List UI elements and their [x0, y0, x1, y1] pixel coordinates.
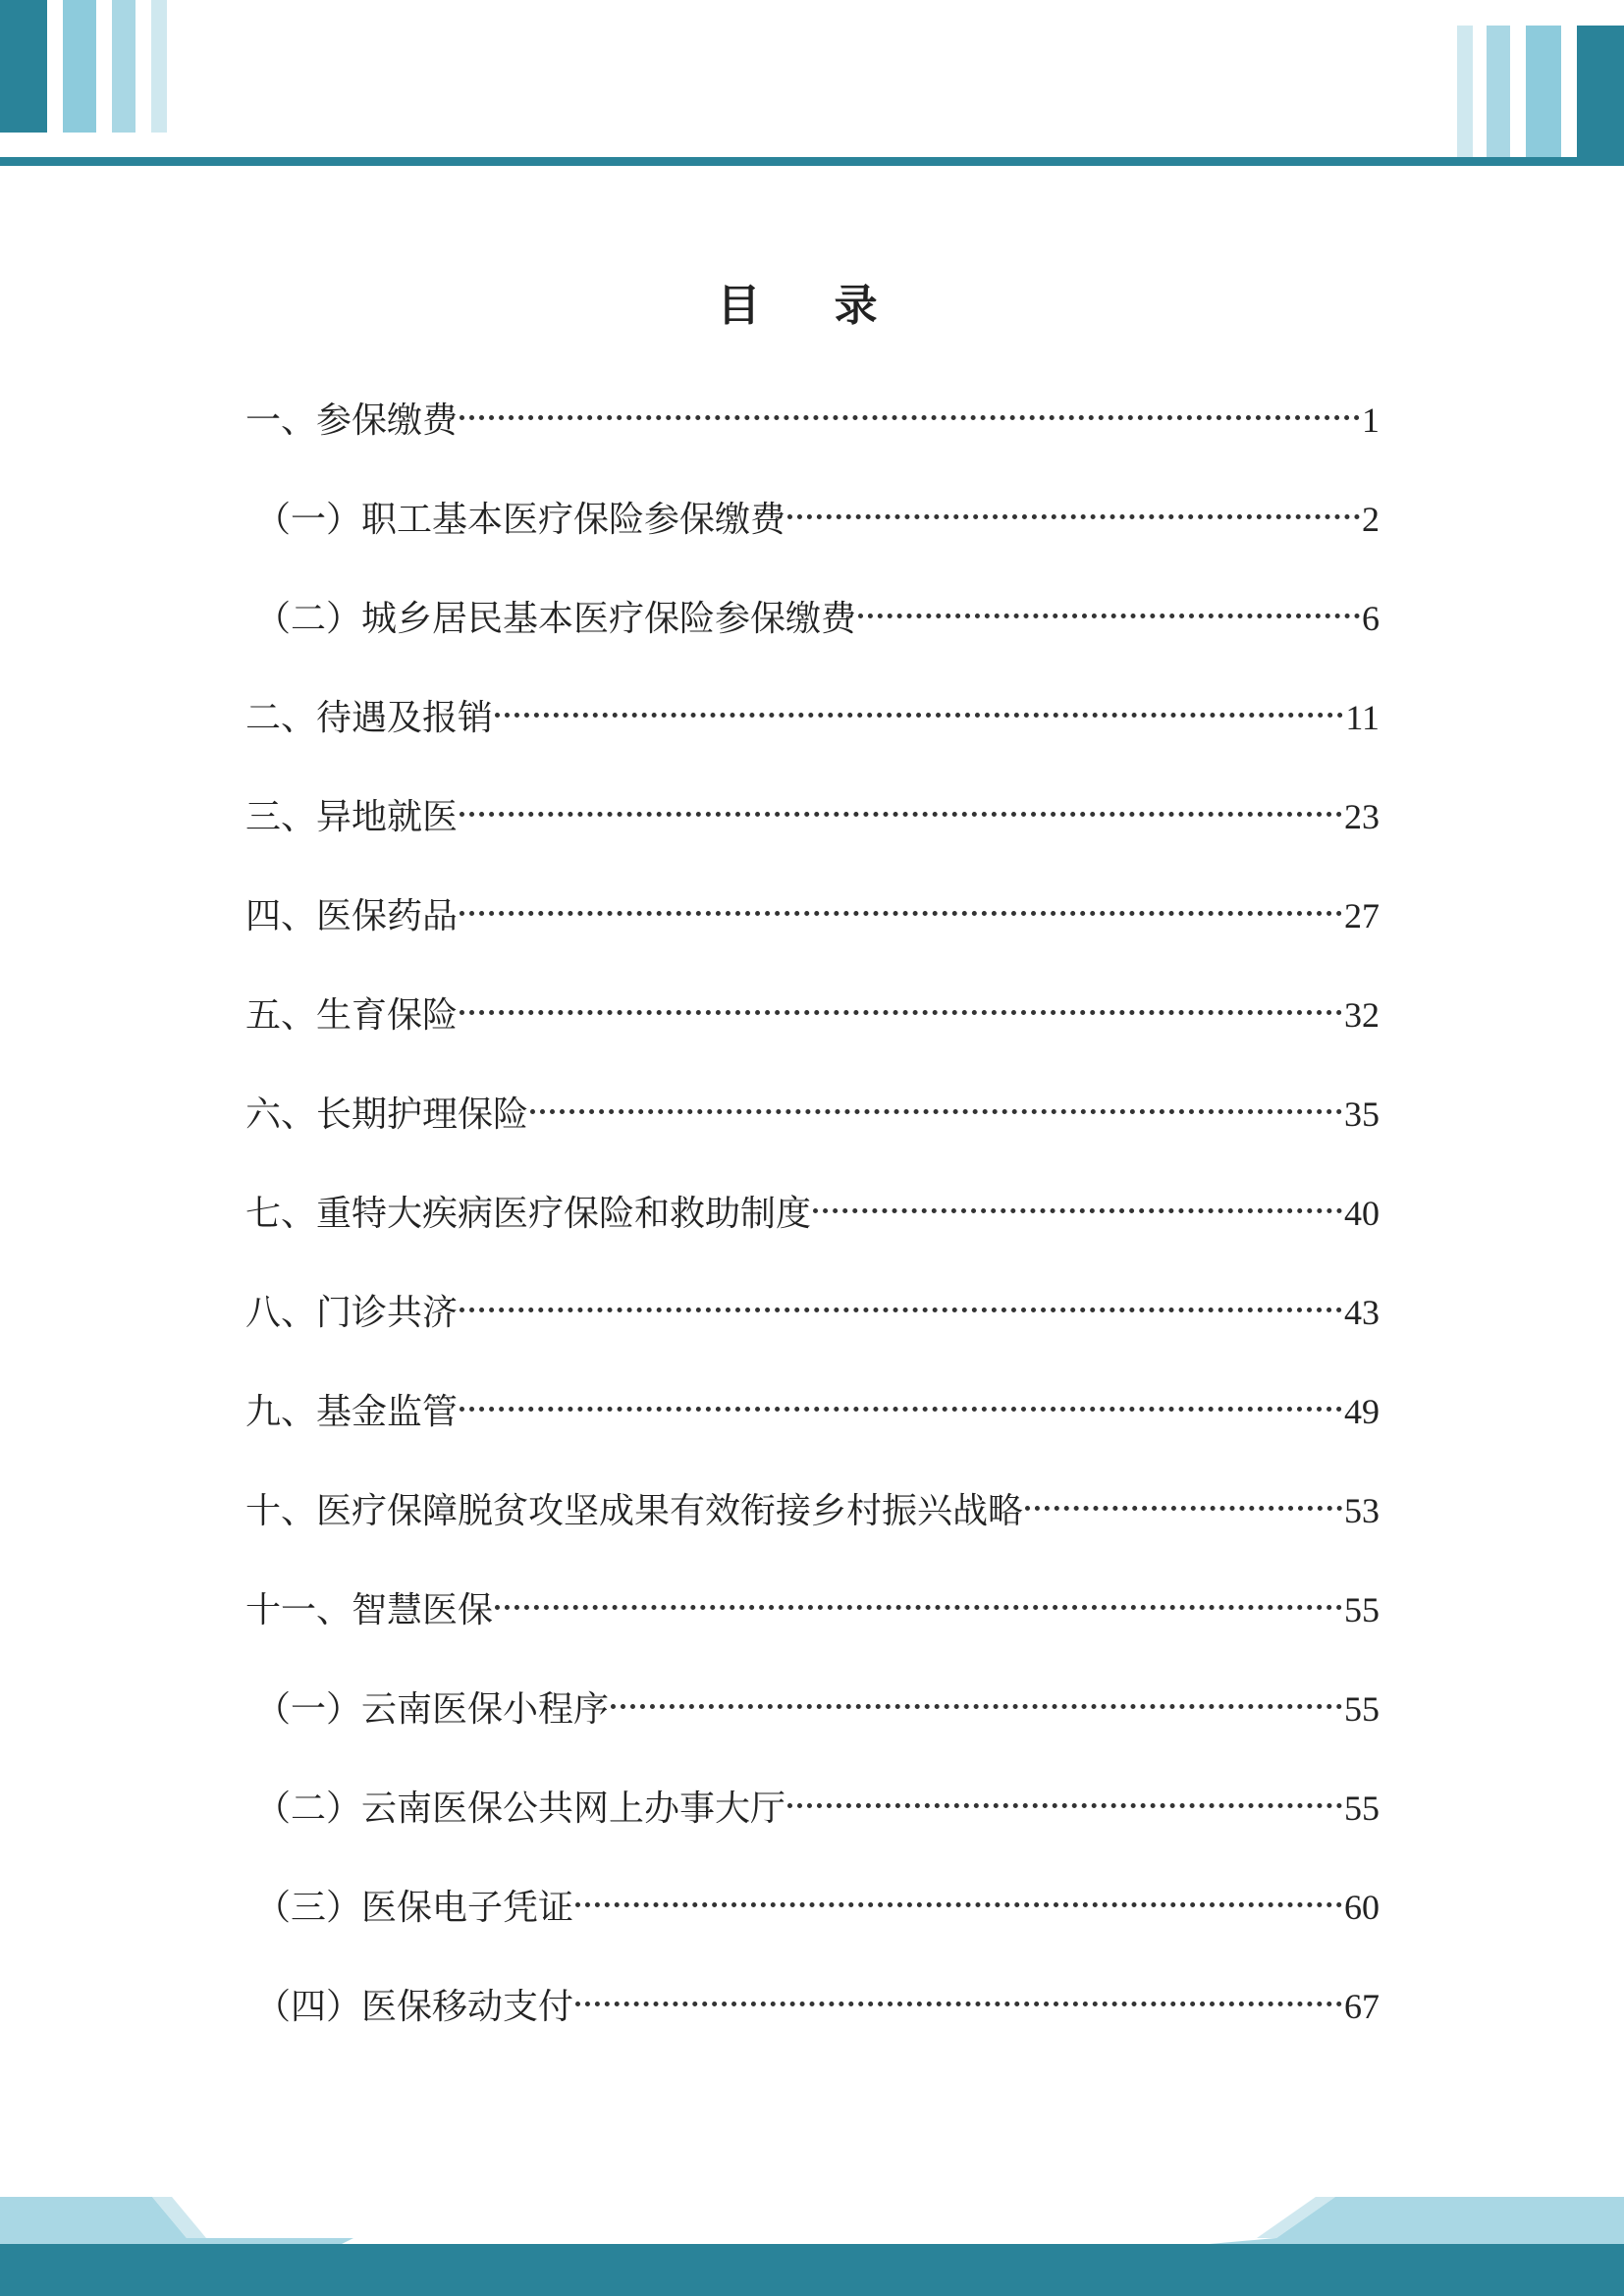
footer-band [0, 2244, 1624, 2296]
toc-entry[interactable] [245, 1977, 1380, 2076]
toc-entry-page-number: 32 [1344, 995, 1380, 1035]
toc-entry-page-number: 49 [1344, 1392, 1380, 1431]
toc-entry-page-number: 55 [1344, 1789, 1380, 1828]
toc-dot-leader [460, 1308, 1342, 1312]
toc-entry-label: 五、生育保险 [245, 995, 459, 1036]
toc-dot-leader [495, 713, 1343, 718]
toc-entry[interactable] [245, 986, 1380, 1085]
toc-dot-leader [575, 2002, 1342, 2006]
toc-entry-page-number: 40 [1344, 1194, 1380, 1233]
header-stripe-left-pale [151, 0, 167, 133]
toc-entry-label: 十、医疗保障脱贫攻坚成果有效衔接乡村振兴战略 [245, 1491, 1024, 1531]
toc-entry-page-number: 6 [1362, 599, 1380, 638]
toc-entry[interactable] [245, 1878, 1380, 1977]
header-stripe-left-mid [63, 0, 96, 133]
toc-entry-label: （四）医保移动支付 [255, 1987, 574, 2027]
toc-dot-leader [460, 1010, 1342, 1015]
toc-entry-page-number: 1 [1362, 400, 1380, 440]
toc-entry-page-number: 60 [1344, 1888, 1380, 1927]
toc-dot-leader [530, 1109, 1342, 1114]
toc-entry-label: 二、待遇及报销 [245, 698, 494, 738]
toc-entry-page-number: 55 [1344, 1590, 1380, 1629]
toc-entry-page-number: 53 [1344, 1491, 1380, 1530]
toc-dot-leader [460, 415, 1360, 420]
header-rule [0, 157, 1624, 166]
toc-entry-label: 八、门诊共济 [245, 1293, 459, 1333]
header-stripe-right-dark [1577, 26, 1624, 157]
toc-dot-leader [611, 1704, 1342, 1709]
toc-entry[interactable] [245, 886, 1380, 986]
header-stripe-right-light [1487, 26, 1510, 157]
toc-entry-label: 四、医保药品 [245, 896, 459, 936]
toc-entry-label: 三、异地就医 [245, 797, 459, 837]
toc-entry-label: 九、基金监管 [245, 1392, 459, 1432]
toc-dot-leader [787, 1803, 1342, 1808]
toc-entry[interactable] [245, 1184, 1380, 1283]
toc-entry[interactable] [245, 490, 1380, 589]
footer-decoration [0, 2179, 1624, 2296]
toc-dot-leader [858, 614, 1360, 618]
toc-entry-label: （一）职工基本医疗保险参保缴费 [255, 500, 786, 540]
toc-entry-label: （一）云南医保小程序 [255, 1689, 610, 1730]
toc-entry-label: 六、长期护理保险 [245, 1095, 529, 1135]
toc-entry[interactable] [245, 688, 1380, 787]
toc-entry[interactable] [245, 1580, 1380, 1680]
header-decoration [0, 0, 1624, 167]
toc-entry-page-number: 43 [1344, 1293, 1380, 1332]
toc-entry-page-number: 27 [1344, 896, 1380, 935]
toc-entry[interactable] [245, 1085, 1380, 1184]
toc-dot-leader [813, 1208, 1342, 1213]
toc-entry[interactable] [245, 1680, 1380, 1779]
toc-entry-label: 一、参保缴费 [245, 400, 459, 441]
toc-list [245, 391, 1380, 2076]
toc-entry[interactable] [245, 787, 1380, 886]
toc-entry-label: （三）医保电子凭证 [255, 1888, 574, 1928]
toc-entry[interactable] [245, 1481, 1380, 1580]
toc-dot-leader [787, 514, 1360, 519]
toc-dot-leader [460, 911, 1342, 916]
header-stripe-right-pale [1457, 26, 1473, 157]
header-stripe-left-dark [0, 0, 47, 133]
page-title: 目 录 [717, 281, 907, 331]
toc-entry-page-number: 11 [1345, 698, 1380, 737]
toc-entry-label: （二）城乡居民基本医疗保险参保缴费 [255, 599, 857, 639]
toc-entry-label: （二）云南医保公共网上办事大厅 [255, 1789, 786, 1829]
toc-dot-leader [460, 1407, 1342, 1412]
toc-dot-leader [495, 1605, 1342, 1610]
header-stripe-left-light [112, 0, 135, 133]
toc-entry-page-number: 55 [1344, 1689, 1380, 1729]
toc-entry[interactable] [245, 391, 1380, 490]
toc-entry-page-number: 35 [1344, 1095, 1380, 1134]
toc-dot-leader [460, 812, 1342, 817]
toc-entry[interactable] [245, 589, 1380, 688]
toc-entry-label: 十一、智慧医保 [245, 1590, 494, 1630]
toc-dot-leader [575, 1902, 1342, 1907]
toc-entry-page-number: 2 [1362, 500, 1380, 539]
toc-entry[interactable] [245, 1283, 1380, 1382]
toc-entry[interactable] [245, 1779, 1380, 1878]
header-stripe-right-mid [1526, 26, 1561, 157]
toc-entry-page-number: 67 [1344, 1987, 1380, 2026]
toc-entry-page-number: 23 [1344, 797, 1380, 836]
toc-entry[interactable] [245, 1382, 1380, 1481]
toc-dot-leader [1025, 1506, 1342, 1511]
toc-entry-label: 七、重特大疾病医疗保险和救助制度 [245, 1194, 812, 1234]
